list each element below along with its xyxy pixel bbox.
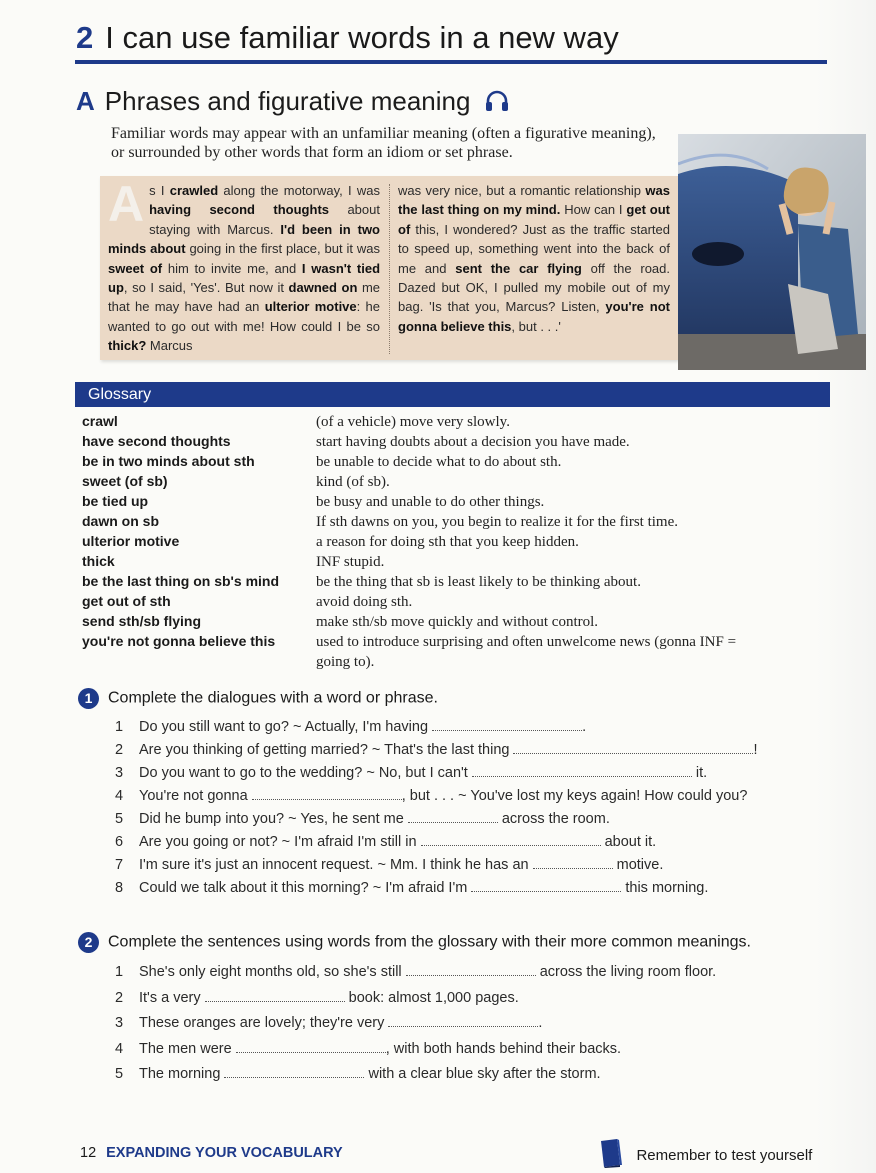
glossary-definition: be the thing that sb is least likely to be thinking about. <box>316 574 641 590</box>
glossary-term: ulterior motive <box>82 533 180 549</box>
exercise-item <box>115 1037 716 1063</box>
unit-number: 2 <box>76 20 94 55</box>
key-phrase: having second thoughts <box>149 202 329 218</box>
section-title <box>76 86 510 119</box>
answer-blank[interactable] <box>388 1015 538 1027</box>
glossary-term: be tied up <box>82 493 149 509</box>
headphones-icon[interactable] <box>484 88 510 119</box>
passage-text: Marcus <box>146 338 193 354</box>
item-number: 6 <box>115 834 124 850</box>
exercise-2-number: 2 <box>78 932 99 953</box>
glossary-entry <box>82 411 822 431</box>
answer-blank[interactable] <box>236 1041 386 1053</box>
glossary-entry <box>82 631 822 671</box>
item-text: The men were <box>139 1040 236 1057</box>
key-phrase: sent the car flying <box>455 260 582 276</box>
glossary-entry <box>82 431 822 451</box>
item-text-end: it. <box>691 765 708 781</box>
exercise-1-heading <box>78 688 438 709</box>
item-text: She's only eight months old, so she's still <box>139 964 406 980</box>
glossary-entry <box>82 451 822 471</box>
exercise-2-items <box>115 960 716 1088</box>
glossary-definition: used to introduce surprising and often unwelcome news (gonna INF = going to). <box>316 634 737 670</box>
glossary-term: send sth/sb flying <box>82 613 202 629</box>
glossary-term: be in two minds about sth <box>82 453 255 469</box>
exercise-item <box>115 808 758 831</box>
passage-column-right <box>398 181 670 336</box>
item-text: The morning <box>139 1066 225 1082</box>
passage-text: How can I <box>560 202 627 218</box>
glossary-definition: kind (of sb). <box>316 474 390 490</box>
item-number: 4 <box>115 1040 124 1057</box>
glossary-entry <box>82 571 822 591</box>
glossary-entry <box>82 491 822 511</box>
book-label: EXPANDING YOUR VOCABULARY <box>106 1145 343 1161</box>
item-number: 2 <box>115 742 124 758</box>
exercise-item <box>115 854 758 877</box>
passage-text: me that he may have had an <box>108 280 381 315</box>
section-heading: Phrases and figurative meaning <box>104 86 471 116</box>
key-phrase: I'd been in two minds about <box>108 221 380 257</box>
key-phrase: thick? <box>108 338 147 354</box>
key-phrase: you're not gonna believe this <box>398 299 670 334</box>
item-text-end: , but . . . ~ You've lost my keys again! How could you? <box>401 788 748 804</box>
answer-blank[interactable] <box>513 742 753 754</box>
glossary-entry <box>82 531 822 551</box>
item-text-end: across the living room floor. <box>535 964 717 980</box>
item-text: Are you thinking of getting married? ~ That's the last thing <box>139 742 514 758</box>
passage-text: , so I said, 'Yes'. But now it <box>123 280 289 296</box>
title-rule <box>75 60 827 64</box>
reading-passage <box>100 176 678 360</box>
exercise-item <box>115 960 716 986</box>
item-text-end: . <box>582 719 587 735</box>
item-text-end: , with both hands behind their backs. <box>385 1040 622 1057</box>
glossary-term: sweet (of sb) <box>82 473 168 489</box>
passage-text: him to invite me, and <box>162 260 302 276</box>
passage-text: going in the first place, but it was <box>185 241 380 257</box>
glossary-definition: a reason for doing sth that you keep hidden. <box>316 534 579 550</box>
glossary-definition: be unable to decide what to do about sth. <box>316 454 562 470</box>
item-text-end: with a clear blue sky after the storm. <box>364 1066 601 1082</box>
page-number: 12 <box>80 1145 97 1161</box>
glossary-entry <box>82 511 822 531</box>
answer-blank[interactable] <box>471 880 621 892</box>
item-text-end: book: almost 1,000 pages. <box>344 989 519 1006</box>
passage-text: off the road. Dazed but OK, I pulled my mobile out of my bag. 'Is that you, Marcus? Listen, <box>398 260 670 315</box>
unit-title <box>76 20 619 56</box>
item-number: 4 <box>115 788 124 804</box>
passage-text: : he wanted to go out with me! How could I be so <box>108 299 381 334</box>
glossary-entry <box>82 591 822 611</box>
glossary-list <box>82 411 822 671</box>
passage-text: s I <box>149 183 170 198</box>
book-icon <box>598 1155 628 1172</box>
item-number: 2 <box>115 989 124 1006</box>
exercise-item <box>115 1011 716 1037</box>
item-text-end: ! <box>753 742 758 758</box>
exercise-item <box>115 877 758 900</box>
key-phrase: sweet of <box>108 260 163 276</box>
passage-text: about staying with Marcus. <box>149 202 380 237</box>
glossary-entry <box>82 551 822 571</box>
glossary-definition: INF stupid. <box>316 554 385 570</box>
answer-blank[interactable] <box>533 857 613 869</box>
key-phrase: get out of <box>398 202 671 237</box>
column-divider <box>389 184 390 354</box>
section-letter: A <box>76 86 95 116</box>
answer-blank[interactable] <box>421 834 601 846</box>
passage-text: , but . . .' <box>511 318 561 334</box>
exercise-2-heading <box>78 932 751 953</box>
page-footer <box>80 1145 343 1161</box>
item-text: Do you want to go to the wedding? ~ No, but I can't <box>139 765 472 781</box>
item-text-end: motive. <box>612 857 664 873</box>
answer-blank[interactable] <box>252 788 402 800</box>
exercise-item <box>115 739 758 762</box>
intro-text: Familiar words may appear with an unfamiliar meaning (often a figurative meaning), or surrounded by other words that form an idiom or set phrase. <box>111 125 656 161</box>
glossary-term: be the last thing on sb's mind <box>82 573 280 589</box>
item-text: Did he bump into you? ~ Yes, he sent me <box>139 811 408 827</box>
exercise-item <box>115 762 758 785</box>
item-text-end: about it. <box>600 834 657 850</box>
glossary-title: Glossary <box>88 386 152 403</box>
test-yourself-note <box>598 1138 812 1173</box>
glossary-definition: make sth/sb move quickly and without control. <box>316 614 599 630</box>
item-text: These oranges are lovely; they're very <box>139 1015 389 1031</box>
item-text: You're not gonna <box>139 788 252 804</box>
exercise-item <box>115 716 758 739</box>
item-number: 5 <box>115 1066 124 1082</box>
glossary-definition: be busy and unable to do other things. <box>316 494 545 510</box>
item-number: 7 <box>115 857 124 873</box>
woman-crash-photo <box>678 134 866 370</box>
passage-text: this, I wondered? Just as the traffic started to speed up, something went into the back of me and <box>398 221 670 276</box>
glossary-entry <box>82 471 822 491</box>
item-text: Do you still want to go? ~ Actually, I'm having <box>139 719 433 735</box>
answer-blank[interactable] <box>472 765 692 777</box>
exercise-1-instruction: Complete the dialogues with a word or phrase. <box>108 689 438 707</box>
answer-blank[interactable] <box>205 990 345 1002</box>
exercise-1-items <box>115 716 758 900</box>
key-phrase: crawled <box>169 183 219 198</box>
key-phrase: was the last thing on my mind. <box>398 183 670 218</box>
item-text: Could we talk about it this morning? ~ I'm afraid I'm <box>139 880 472 896</box>
key-phrase: ulterior motive <box>264 299 357 315</box>
exercise-item <box>115 986 716 1012</box>
glossary-definition: start having doubts about a decision you have made. <box>316 434 630 450</box>
exercise-item <box>115 1062 716 1088</box>
glossary-term: have second thoughts <box>82 433 231 449</box>
exercise-item <box>115 831 758 854</box>
passage-text: was very nice, but a romantic relationship <box>398 183 646 198</box>
glossary-definition: (of a vehicle) move very slowly. <box>316 414 510 430</box>
unit-heading: I can use familiar words in a new way <box>105 20 619 55</box>
item-number: 5 <box>115 811 124 827</box>
glossary-entry <box>82 611 822 631</box>
item-text-end: this morning. <box>621 880 709 896</box>
answer-blank[interactable] <box>432 719 582 731</box>
glossary-header <box>75 382 830 407</box>
item-text: I'm sure it's just an innocent request. ~ Mm. I think he has an <box>139 857 533 873</box>
key-phrase: I wasn't tied up <box>108 260 381 296</box>
exercise-2-instruction: Complete the sentences using words from the glossary with their more common meanings. <box>108 933 751 951</box>
exercise-1-number: 1 <box>78 688 99 709</box>
glossary-term: get out of sth <box>82 593 171 609</box>
glossary-term: you're not gonna believe this <box>82 633 276 649</box>
drop-cap: A <box>108 176 145 232</box>
answer-blank[interactable] <box>406 964 536 976</box>
glossary-term: crawl <box>82 413 118 429</box>
key-phrase: dawned on <box>288 280 358 296</box>
glossary-term: thick <box>82 553 115 569</box>
item-text: It's a very <box>139 989 205 1006</box>
passage-text: along the motorway, I was <box>218 183 380 198</box>
item-number: 1 <box>115 719 124 735</box>
item-text-end: . <box>538 1015 543 1031</box>
test-yourself-text: Remember to test yourself <box>636 1147 813 1164</box>
glossary-definition: If sth dawns on you, you begin to realize it for the first time. <box>316 514 678 530</box>
glossary-definition: avoid doing sth. <box>316 594 413 610</box>
item-number: 3 <box>115 1015 124 1031</box>
item-number: 8 <box>115 880 124 896</box>
answer-blank[interactable] <box>224 1066 364 1078</box>
item-text-end: across the room. <box>497 811 610 827</box>
glossary-term: dawn on sb <box>82 513 159 529</box>
exercise-item <box>115 785 758 808</box>
item-text: Are you going or not? ~ I'm afraid I'm still in <box>139 834 421 850</box>
answer-blank[interactable] <box>408 811 498 823</box>
item-number: 1 <box>115 964 124 980</box>
passage-column-left <box>108 176 381 356</box>
item-number: 3 <box>115 765 124 781</box>
